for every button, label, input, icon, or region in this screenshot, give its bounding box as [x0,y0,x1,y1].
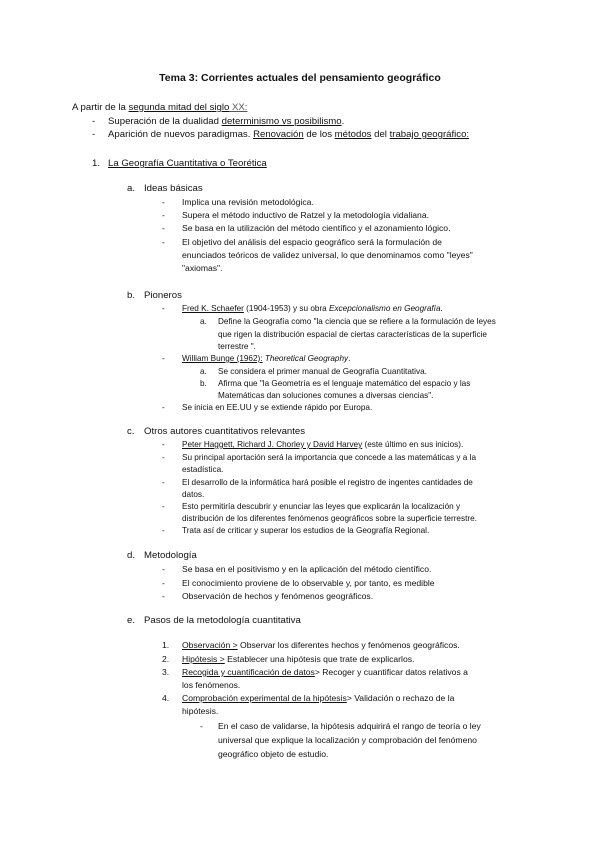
bullet-marker: - [162,197,165,207]
list-item-cont: enunciados teóricos de validez universal, lo que denominamos como "leyes" [182,250,473,260]
bullet-marker: - [162,453,165,462]
bullet-marker: - [162,304,165,313]
subsection-heading: Otros autores cuantitativos relevantes [144,426,306,437]
sub-item: Define la Geografía como "la ciencia que se refiere a la formulación de leyes [218,317,496,326]
subsection-heading: Pioneros [144,290,182,301]
final-item-cont: universal que explique la localización y comprobación del fenómeno [218,735,477,745]
sub-item-cont: que rigen la distribución espacial de ciertas características de la superficie [218,330,487,339]
list-item: Trata así de criticar y superar los estudios de la Geografía Regional. [182,526,430,535]
intro-bullet-2: Aparición de nuevos paradigmas. Renovación de los métodos del trabajo geográfico: [108,129,470,140]
list-item-cont: distribución de los diferentes fenómenos geográficos sobre la superficie terrestre. [182,514,477,523]
sub-item-cont: Matemáticas dan soluciones comunes a diversas ciencias". [218,391,434,400]
bullet-marker: - [162,502,165,511]
list-item: Peter Haggett, Richard J. Chorley y David Harvey (este último en sus inicios). [182,440,464,449]
list-item: Su principal aportación será la importancia que concede a las matemáticas y a la [182,453,476,462]
list-item-cont: datos. [182,490,205,499]
sub-marker: a. [200,317,207,326]
step-item: Hipótesis > Establecer una hipótesis que trate de explicarlos. [182,654,415,664]
final-item-cont: geográfico objeto de estudio. [218,749,329,759]
step-number: 2. [162,654,170,664]
list-item: El desarrollo de la informática hará posible el registro de ingentes cantidades de [182,478,473,487]
list-item: Supera el método inductivo de Ratzel y la metodología vidaliana. [182,210,429,220]
step-number: 1. [162,640,170,650]
section-heading: La Geografía Cuantitativa o Teorética [108,158,267,169]
bullet-marker: - [162,210,165,220]
list-item: El conocimiento proviene de lo observable y, por tanto, es medible [182,578,435,588]
step-item: Recogida y cuantificación de datos> Recoger y cuantificar datos relativos a [182,667,468,677]
step-number: 3. [162,667,170,677]
sub-marker: b. [200,379,207,388]
subsection-heading: Pasos de la metodología cuantitativa [144,615,301,626]
sub-marker: a. [200,367,207,376]
subsection-heading: Metodología [144,550,197,561]
subsection-marker: a. [127,183,136,194]
list-item: El objetivo del análisis del espacio geográfico será la formulación de [182,237,442,247]
page-title: Tema 3: Corrientes actuales del pensamiento geográfico [159,72,441,84]
intro-bullet-1: Superación de la dualidad determinismo vs posibilismo. [108,116,345,127]
sub-item: Se considera el primer manual de Geografía Cuantitativa. [218,367,427,376]
subsection-marker: c. [127,426,135,437]
step-item: Comprobación experimental de la hipótesis> Validación o rechazo de la [182,693,455,703]
subsection-marker: b. [127,290,136,301]
bullet-marker: - [92,129,96,140]
list-item: William Bunge (1962): Theoretical Geography. [182,354,351,363]
sub-item-cont: terrestre ". [218,342,256,351]
step-item: Observación > Observar los diferentes hechos y fenómenos geográficos. [182,640,460,650]
subsection-marker: e. [127,615,136,626]
bullet-marker: - [162,440,165,449]
list-item-cont: estadística. [182,465,224,474]
list-item: Se basa en la utilización del método científico y el azonamiento lógico. [182,223,451,233]
sub-item: Afirma que "la Geometría es el lenguaje matemático del espacio y las [218,379,471,388]
step-number: 4. [162,693,170,703]
subsection-marker: d. [127,550,136,561]
final-item: En el caso de validarse, la hipótesis adquirirá el rango de teoría o ley [218,721,481,731]
bullet-marker: - [162,403,165,412]
list-item: Observación de hechos y fenómenos geográficos. [182,591,374,601]
list-item: Esto permitiría descubrir y enunciar las leyes que explicarán la localización y [182,502,461,511]
bullet-marker: - [162,564,165,574]
intro-line: A partir de la segunda mitad del siglo XX: [72,102,248,113]
bullet-marker: - [92,116,96,127]
list-item: Fred K. Schaefer (1904-1953) y su obra Excepcionalismo en Geografía. [182,304,443,313]
bullet-marker: - [162,526,165,535]
list-item: Se inicia en EE.UU y se extiende rápido por Europa. [182,403,373,412]
bullet-marker: - [162,578,165,588]
bullet-marker: - [162,237,165,247]
bullet-marker: - [162,354,165,363]
subsection-heading: Ideas básicas [144,183,203,194]
list-item: Se basa en el positivismo y en la aplicación del método científico. [182,564,432,574]
section-number: 1. [92,158,101,169]
step-item-cont: hipótesis. [182,706,219,716]
bullet-marker: - [162,478,165,487]
bullet-marker: - [162,591,165,601]
list-item: Implica una revisión metodológica. [182,197,314,207]
step-item-cont: los fenómenos. [182,680,241,690]
bullet-marker: - [162,223,165,233]
list-item-cont: "axiomas". [182,263,223,273]
bullet-marker: - [200,721,203,731]
